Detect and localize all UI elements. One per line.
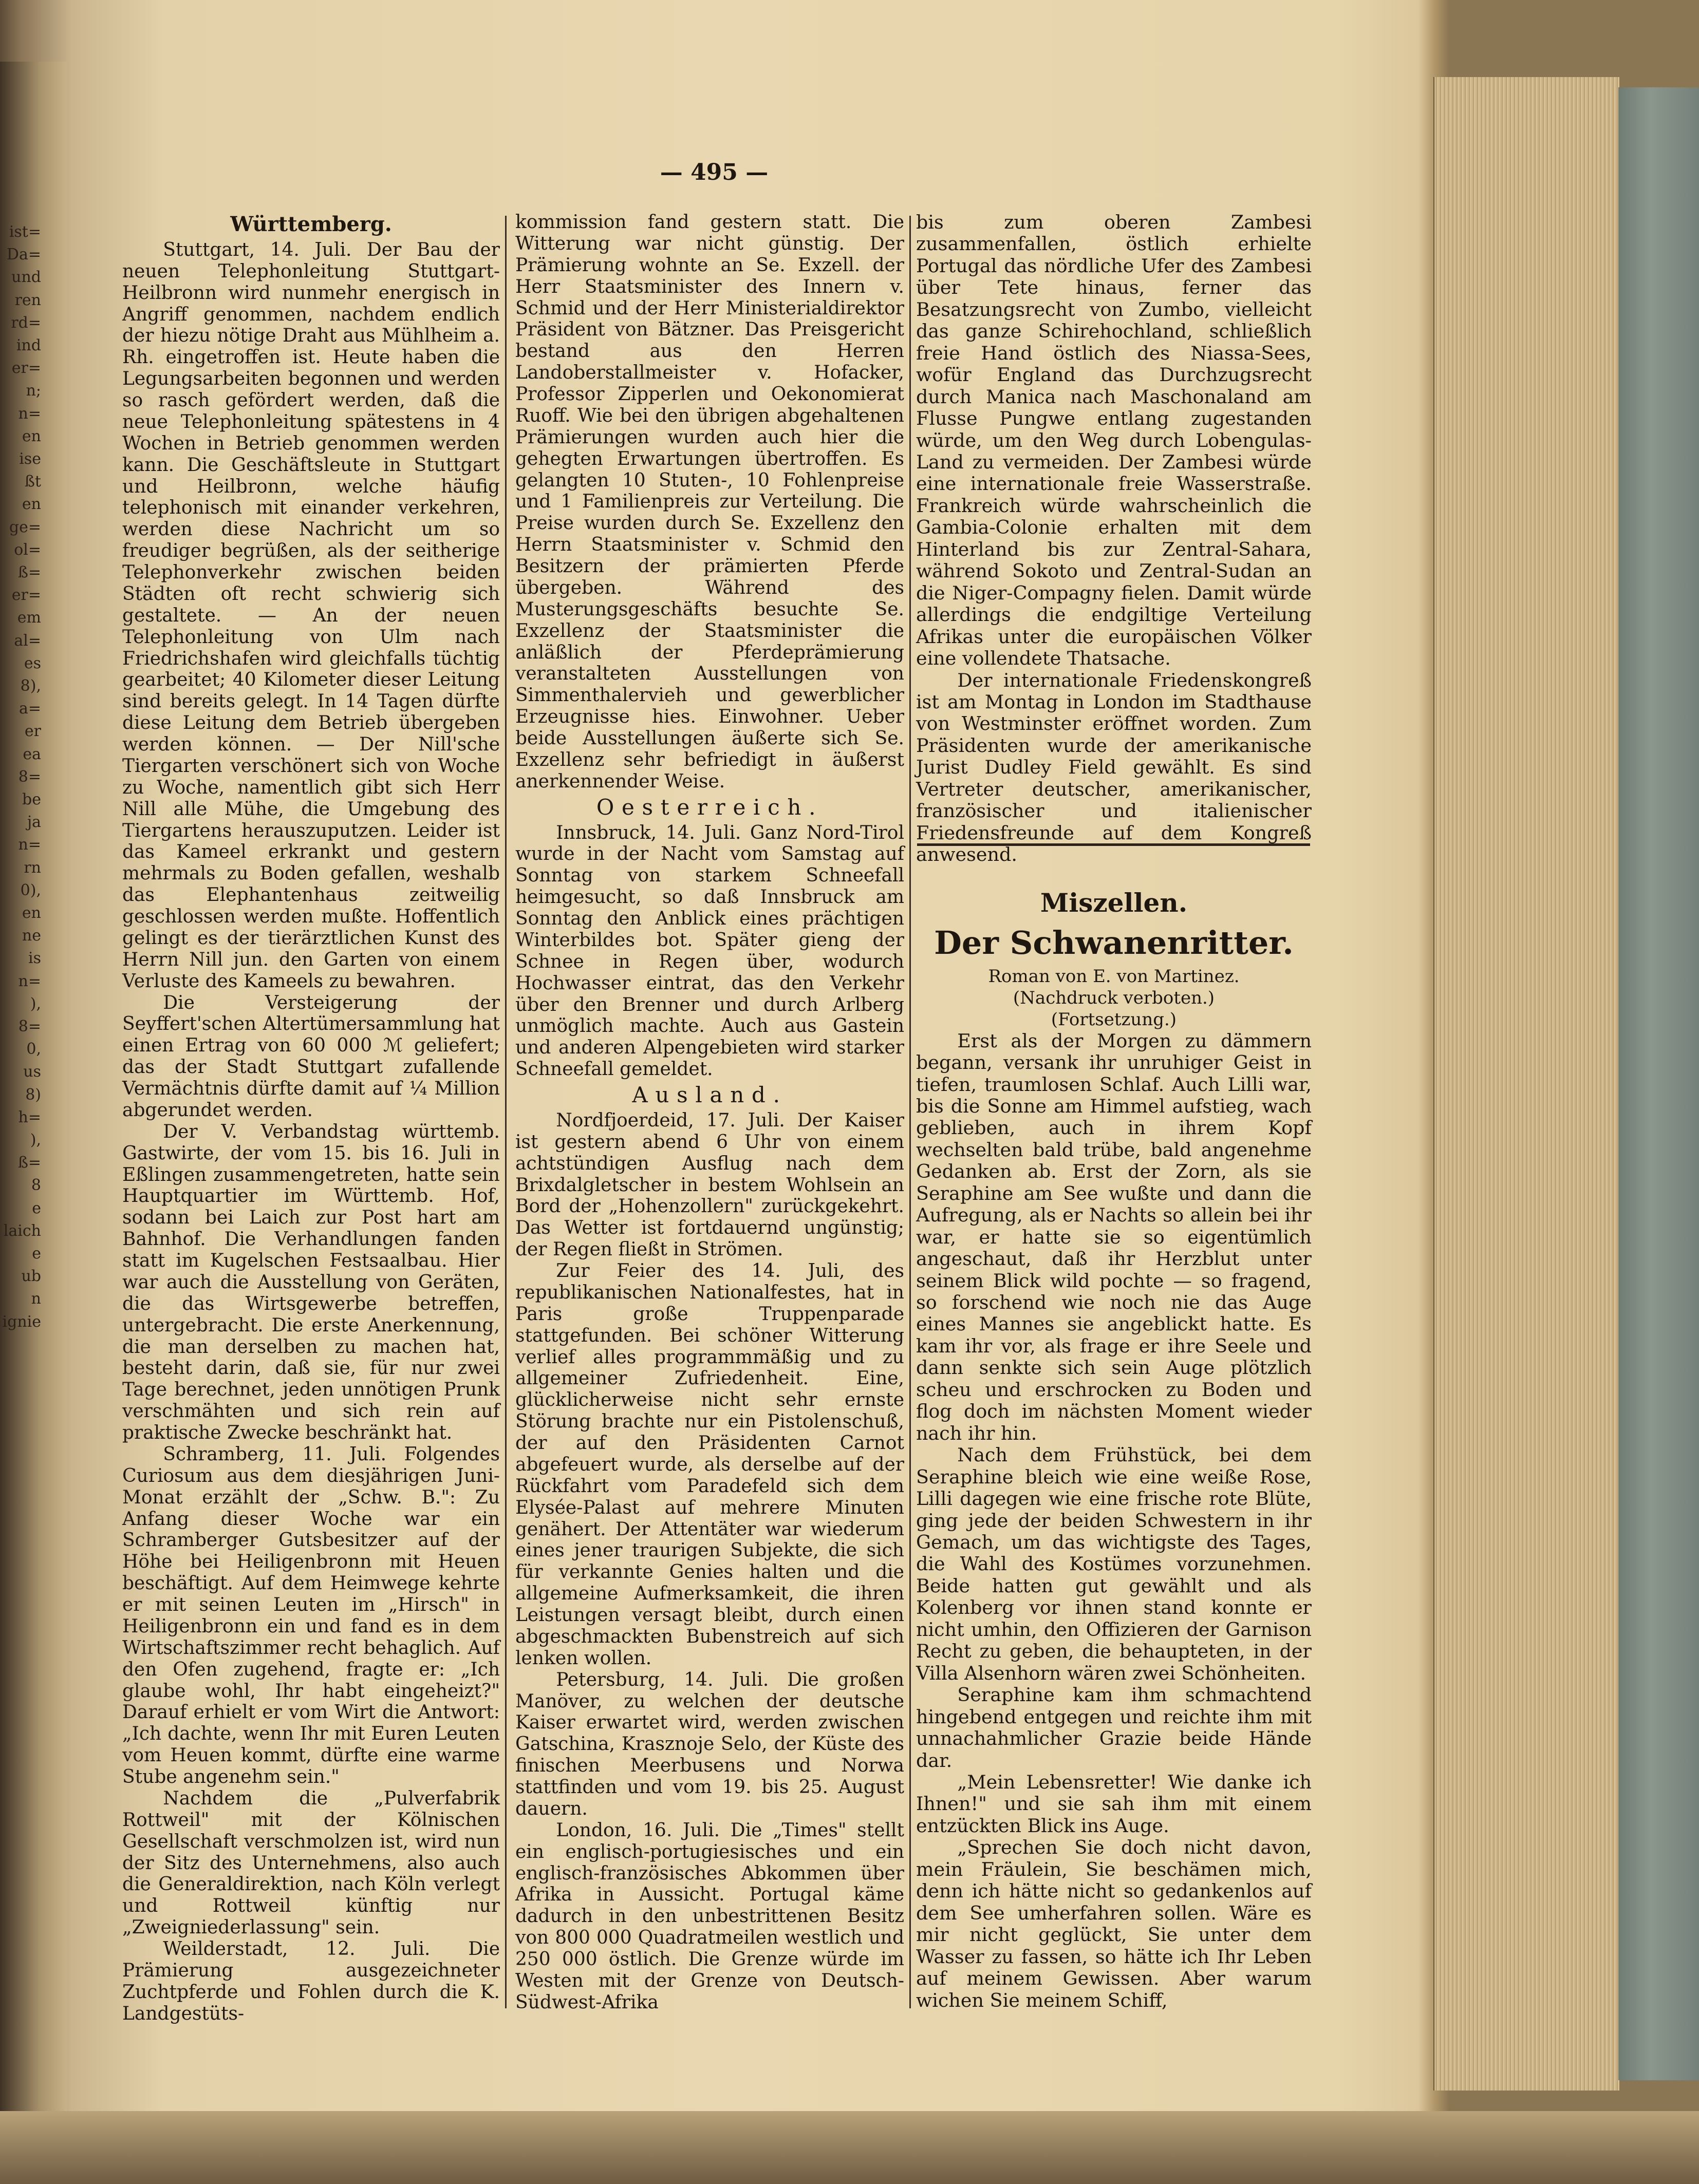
- column-3: [916, 212, 1312, 2011]
- paragraph: Weilderstadt, 12. Juli. Die Prämierung ausgezeichneter Zuchtpferde und Fohlen durch die K. Landgestüts-: [122, 1938, 500, 2024]
- margin-fragment: 8),: [20, 677, 41, 695]
- margin-fragment: al=: [14, 631, 41, 650]
- novel-continuation: (Fortsetzung.): [1051, 1009, 1177, 1030]
- margin-fragment: 8: [31, 1176, 41, 1195]
- paragraph: Erst als der Morgen zu dämmern begann, versank ihr unruhiger Geist in tiefen, traumlosen Schlaf. Auch Lilli war, bis die Sonne am Himmel aufstieg, wach geblieben, auch in ihrem Kopf wechselten bald trübe, bald angenehme Gedanken ab. Erst der Zorn, als sie Seraphine am See wußte und dann die Aufregung, als er Nachts so allein bei ihr war, er hatte sie so eigentümlich angeschaut, daß ihr Herzblut unter seinem Blick wild pochte — so fragend, so forschend wie noch nie das Auge eines Mannes sie angeblickt hatte. Es kam ihr vor, als frage er ihre Seele und dann senkte sich sein Auge plötzlich scheu und erschrocken zu Boden und flog doch im nächsten Moment wieder nach ihr hin.: [916, 1029, 1312, 1444]
- paragraph: Petersburg, 14. Juli. Die großen Manöver, zu welchen der deutsche Kaiser erwartet wird, werden zwischen Gatschina, Krasznoje Selo, der Küste des finischen Meerbusens und Norwa stattfinden und vom 19. bis 25. August dauern.: [515, 1669, 904, 1819]
- section-heading-ausland: Ausland.: [632, 1082, 788, 1107]
- margin-fragment: laich: [3, 1221, 41, 1240]
- paragraph: Nachdem die „Pulverfabrik Rottweil" mit der Kölnischen Gesellschaft verschmolzen ist, wird nun der Sitz des Unternehmens, also auch die Generaldirektion, nach Köln verlegt und Rottweil künftig nur „Zweigniederlassung" sein.: [122, 1787, 500, 1938]
- margin-fragment: ß=: [17, 1154, 41, 1172]
- margin-fragment: ise: [19, 450, 41, 468]
- margin-fragment: ),: [30, 1131, 41, 1149]
- margin-fragment: ß=: [17, 563, 41, 581]
- margin-fragment: en: [22, 904, 41, 922]
- margin-fragment: 8=: [18, 1018, 41, 1035]
- margin-fragment: us: [23, 1063, 41, 1081]
- margin-fragment: en: [22, 495, 41, 514]
- margin-fragment: ja: [27, 813, 41, 832]
- paragraph: bis zum oberen Zambesi zusammenfallen, östlich erhielte Portugal das nördliche Ufer des Zambesi über Tete hinaus, ferner das Besatzungsrecht von Zumbo, vielleicht das ganze Schirehochland, schließlich freie Hand östlich des Niassa-Sees, wofür England das Durchzugsrecht durch Manica nach Maschonaland am Flusse Pungwe entlang zugestanden würde, um den Weg durch Lobengulas-Land zu vermeiden. Der Zambesi würde eine internationale freie Wasserstraße. Frankreich würde wahrscheinlich die Gambia-Colonie erhalten mit dem Hinterland bis zur Zentral-Sahara, während Sokoto und Zentral-Sudan an die Niger-Compagny fielen. Damit würde allerdings die endgiltige Verteilung Afrikas unter die europäischen Völker eine vollendete Thatsache.: [916, 211, 1312, 670]
- margin-fragment: und: [11, 268, 41, 287]
- margin-fragment: n;: [26, 382, 41, 400]
- margin-fragment: rn: [24, 858, 41, 877]
- margin-fragment: rd=: [11, 313, 41, 332]
- margin-fragment: Da=: [6, 246, 41, 264]
- column-2-articles-austria: [515, 822, 904, 1081]
- paragraph: Der internationale Friedenskongreß ist am Montag in London im Stadthause von Westminster eröffnet worden. Zum Präsidenten wurde der amerikanische Jurist Dudley Field gewählt. Es sind Vertreter deutscher, amerikanischer, französischer und italienischer Friedensfreunde auf dem Kongreß anwesend.: [916, 669, 1312, 866]
- margin-fragment: n=: [18, 404, 41, 423]
- margin-fragment: 8=: [18, 767, 41, 786]
- paragraph: „Sprechen Sie doch nicht davon, mein Fräulein, Sie beschämen mich, denn ich hätte nicht so gedankenlos auf dem See umherfahren sollen. Wäre es mir nicht geglückt, Sie unter dem Wasser zu fassen, so hätte ich Ihr Leben auf meinem Gewissen. Aber warum wichen Sie meinem Schiff,: [916, 1836, 1312, 2011]
- margin-fragment: n=: [18, 836, 41, 854]
- margin-fragment: is: [28, 949, 41, 968]
- margin-fragment: er: [24, 722, 41, 741]
- book-cover-edge: [1618, 87, 1699, 2080]
- novel-text: [916, 1030, 1312, 2011]
- column-3-articles-top: [916, 212, 1312, 866]
- margin-fragment: ub: [21, 1267, 41, 1286]
- margin-fragment: es: [24, 654, 41, 672]
- section-heading-wuerttemberg: Württemberg.: [230, 212, 392, 236]
- paragraph: Seraphine kam ihm schmachtend hingebend entgegen und reichte ihm mit unnachahmlicher Grazie beide Hände dar.: [916, 1684, 1312, 1772]
- column-1: [122, 212, 500, 2025]
- paragraph: Nordfjoerdeid, 17. Juli. Der Kaiser ist gestern abend 6 Uhr von einem achtstündigen Ausflug nach dem Brixdalgletscher in bestem Wohlsein an Bord der „Hohenzollern" zurückgekehrt. Das Wetter ist fortdauernd ungünstig; der Regen fließt in Strömen.: [515, 1109, 904, 1260]
- book-bottom-edge: [0, 2111, 1699, 2184]
- novel-title: Der Schwanenritter.: [934, 924, 1294, 962]
- margin-fragment: er=: [11, 359, 41, 378]
- section-heading-oesterreich: Oesterreich.: [596, 794, 824, 820]
- paragraph: Die Versteigerung der Seyffert'schen Altertümersammlung hat einen Ertrag von 60 000 ℳ geliefert; das der Stadt Stuttgart zufallende Vermächtnis dürfte damit auf ¼ Million abgerundet werden.: [122, 992, 500, 1121]
- paragraph: Nach dem Frühstück, bei dem Seraphine bleich wie eine weiße Rose, Lilli dagegen wie eine frische rote Blüte, ging jede der beiden Schwestern in ihr Gemach, um das wichtigste des Tages, die Wahl des Kostümes vorzunehmen. Beide hatten gut gewählt und als Kolenberg vor ihnen stand konnte er nicht umhin, den Offizieren der Garnison Recht zu geben, die behaupteten, in der Villa Alsenhorn wären zwei Schönheiten.: [916, 1444, 1312, 1684]
- margin-fragment: 0),: [20, 881, 41, 899]
- margin-fragment: ren: [14, 291, 41, 309]
- margin-fragment: er=: [11, 586, 41, 605]
- margin-fragment: n: [31, 1290, 41, 1308]
- spacer: [916, 866, 1312, 881]
- margin-fragment: ea: [23, 745, 41, 763]
- column-2-articles-top: [515, 212, 904, 793]
- paragraph: „Mein Lebensretter! Wie danke ich Ihnen!" und sie sah ihm mit einem entzückten Blick ins Auge.: [916, 1771, 1312, 1837]
- section-heading-miszellen: Miszellen.: [1040, 887, 1188, 918]
- paragraph: Zur Feier des 14. Juli, des republikanischen Nationalfestes, hat in Paris große Truppenparade stattgefunden. Bei schöner Witterung verlief alles programmmäßig und zu allgemeiner Zufriedenheit. Eine, glücklicherweise nicht sehr ernste Störung brachte nur ein Pistolenschuß, der auf den Präsidenten Carnot abgefeuert wurde, als derselbe auf der Rückfahrt vom Paradefeld sich dem Elysée-Palast auf mehrere Minuten genähert. Der Attentäter war wiederum eines jener traurigen Subjekte, die sich für verkannte Genies halten und die allgemeine Aufmerksamkeit, die ihren Leistungen versagt bleibt, durch einen abgeschmackten Bubenstreich auf sich lenken wollen.: [515, 1260, 904, 1669]
- margin-fragment: ind: [16, 336, 41, 354]
- book-page-edges: [1433, 77, 1619, 2091]
- margin-fragment: h=: [18, 1108, 41, 1126]
- margin-fragment: en: [22, 427, 41, 445]
- paragraph: Stuttgart, 14. Juli. Der Bau der neuen Telephonleitung Stuttgart-Heilbronn wird nunmehr energisch in Angriff genommen, nachdem endlich der hiezu nötige Draht aus Mühlheim a. Rh. eingetroffen ist. Heute haben die Legungsarbeiten begonnen und werden so rasch gefördert werden, daß die neue Telephonleitung spätestens in 4 Wochen in Betrieb genommen werden kann. Die Geschäftsleute in Stuttgart und Heilbronn, welche häufig telephonisch mit einander verkehren, werden diese Nachricht um so freudiger begrüßen, als der seitherige Telephonverkehr zwischen beiden Städten oft recht schwierig sich gestaltete. — An der neuen Telephonleitung von Ulm nach Friedrichshafen wird gleichfalls tüchtig gearbeitet; 40 Kilometer dieser Leitung sind bereits gelegt. In 14 Tagen dürfte diese Leitung dem Betrieb übergeben werden können. — Der Nill'sche Tiergarten verschönert sich von Woche zu Woche, namentlich gibt sich Herr Nill alle Mühe, die Umgebung des Tiergartens herauszuputzen. Leider ist das Kameel erkrankt und gestern mehrmals zu Boden gefallen, weshalb das Elephantenhaus zeitweilig geschlossen werden mußte. Hoffentlich gelingt es der tierärztlichen Kunst des Herrn Nill jun. den Garten von einem Verluste des Kameels zu bewahren.: [122, 239, 500, 992]
- paragraph: kommission fand gestern statt. Die Witterung war nicht günstig. Der Prämierung wohnte an Se. Exzell. der Herr Staatsminister des Innern v. Schmid und der Herr Ministerialdirektor Präsident von Bätzner. Das Preisgericht bestand aus den Herren Landoberstallmeister v. Hofacker, Professor Zipperlen und Oekonomierat Ruoff. Wie bei den übrigen abgehaltenen Prämierungen wurden auch hier die gehegten Erwartungen übertroffen. Es gelangten 10 Stuten-, 10 Fohlenpreise und 1 Familienpreis zur Verteilung. Die Preise wurden durch Se. Exzellenz den Herrn Staatsminister v. Schmid den Besitzern der prämierten Pferde übergeben. Während des Musterungsgeschäfts besuchte Se. Exzellenz der Staatsminister die anläßlich der Pferdeprämierung veranstalteten Ausstellungen von Simmenthalervieh und gewerblicher Erzeugnisse hies. Einwohner. Ueber beide Ausstellungen äußerte sich Se. Exzellenz sehr befriedigt in äußerst anerkennender Weise.: [515, 212, 904, 792]
- margin-fragment: ge=: [9, 518, 41, 536]
- margin-fragment: ßt: [24, 473, 41, 491]
- margin-fragment: e: [32, 1199, 41, 1217]
- paragraph: Schramberg, 11. Juli. Folgendes Curiosum aus dem diesjährigen Juni-Monat erzählt der „Schw. B.": Zu Anfang dieser Woche war ein Schramberger Gutsbesitzer auf der Höhe bei Heiligenbronn mit Heuen beschäftigt. Auf dem Heimwege kehrte er mit seinen Leuten im „Hirsch" in Heiligenbronn ein und fand es in dem Wirtschaftszimmer recht behaglich. Auf den Ofen zugehend, fragte er: „Ich glaube wohl, Ihr habt eingeheizt?" Darauf erhielt er vom Wirt die Antwort: „Ich dachte, wenn Ihr mit Euren Leuten vom Heuen kommt, dürfte eine warme Stube angenehm sein.": [122, 1443, 500, 1787]
- margin-fragment: ist=: [9, 223, 41, 241]
- margin-fragment: a=: [18, 700, 41, 718]
- margin-fragment: be: [22, 790, 41, 808]
- margin-fragment: ne: [22, 927, 41, 945]
- margin-fragment: em: [17, 609, 41, 627]
- margin-fragment: ol=: [14, 540, 41, 559]
- margin-fragment: e: [32, 1245, 41, 1263]
- margin-fragment: ),: [30, 994, 41, 1013]
- column-rule-right: [909, 216, 911, 2008]
- margin-fragment: 8): [25, 1085, 41, 1104]
- column-2: [515, 212, 904, 2013]
- page-number: — 495 —: [660, 159, 769, 185]
- column-1-articles: [122, 239, 500, 2025]
- paragraph: Der V. Verbandstag württemb. Gastwirte, der vom 15. bis 16. Juli in Eßlingen zusammengetreten, hatte sein Hauptquartier im Württemb. Hof, sodann bei Laich zur Post hart am Bahnhof. Die Verhandlungen fanden statt im Kugelschen Festsaalbau. Hier war auch die Ausstellung von Geräten, die das Wirtsgewerbe betreffen, untergebracht. Die erste Anerkennung, die man derselben zu machen hat, besteht darin, daß sie, für nur zwei Tage berechnet, jeden unnötigen Prunk verschmähten und sich rein auf praktische Zwecke beschränkt hat.: [122, 1121, 500, 1443]
- paragraph: Innsbruck, 14. Juli. Ganz Nord-Tirol wurde in der Nacht vom Samstag auf Sonntag von starkem Schneefall heimgesucht, so daß Innsbruck am Sonntag den Anblick eines prächtigen Winterbildes bot. Später gieng der Schnee in Regen über, wodurch Hochwasser eintrat, das den Verkehr über den Brenner und durch Arlberg unmöglich machte. Auch aus Gastein und anderen Alpengebieten wird starker Schneefall gemeldet.: [515, 822, 904, 1080]
- margin-fragment: ignie: [2, 1312, 41, 1331]
- paragraph: London, 16. Juli. Die „Times" stellt ein englisch-portugiesisches und ein englisch-französisches Abkommen über Afrika in Aussicht. Portugal käme dadurch in den unbestrittenen Besitz von 800 000 Quadratmeilen westlich und 250 000 östlich. Die Grenze würde im Westen mit der Grenze von Deutsch-Südwest-Afrika: [515, 1819, 904, 2013]
- novel-byline: Roman von E. von Martinez.: [988, 966, 1240, 987]
- column-rule-left: [505, 216, 507, 2008]
- margin-fragment: n=: [18, 972, 41, 990]
- margin-fragment: 0,: [26, 1040, 41, 1059]
- novel-notice: (Nachdruck verboten.): [1013, 987, 1215, 1008]
- column-2-articles-abroad: [515, 1110, 904, 2013]
